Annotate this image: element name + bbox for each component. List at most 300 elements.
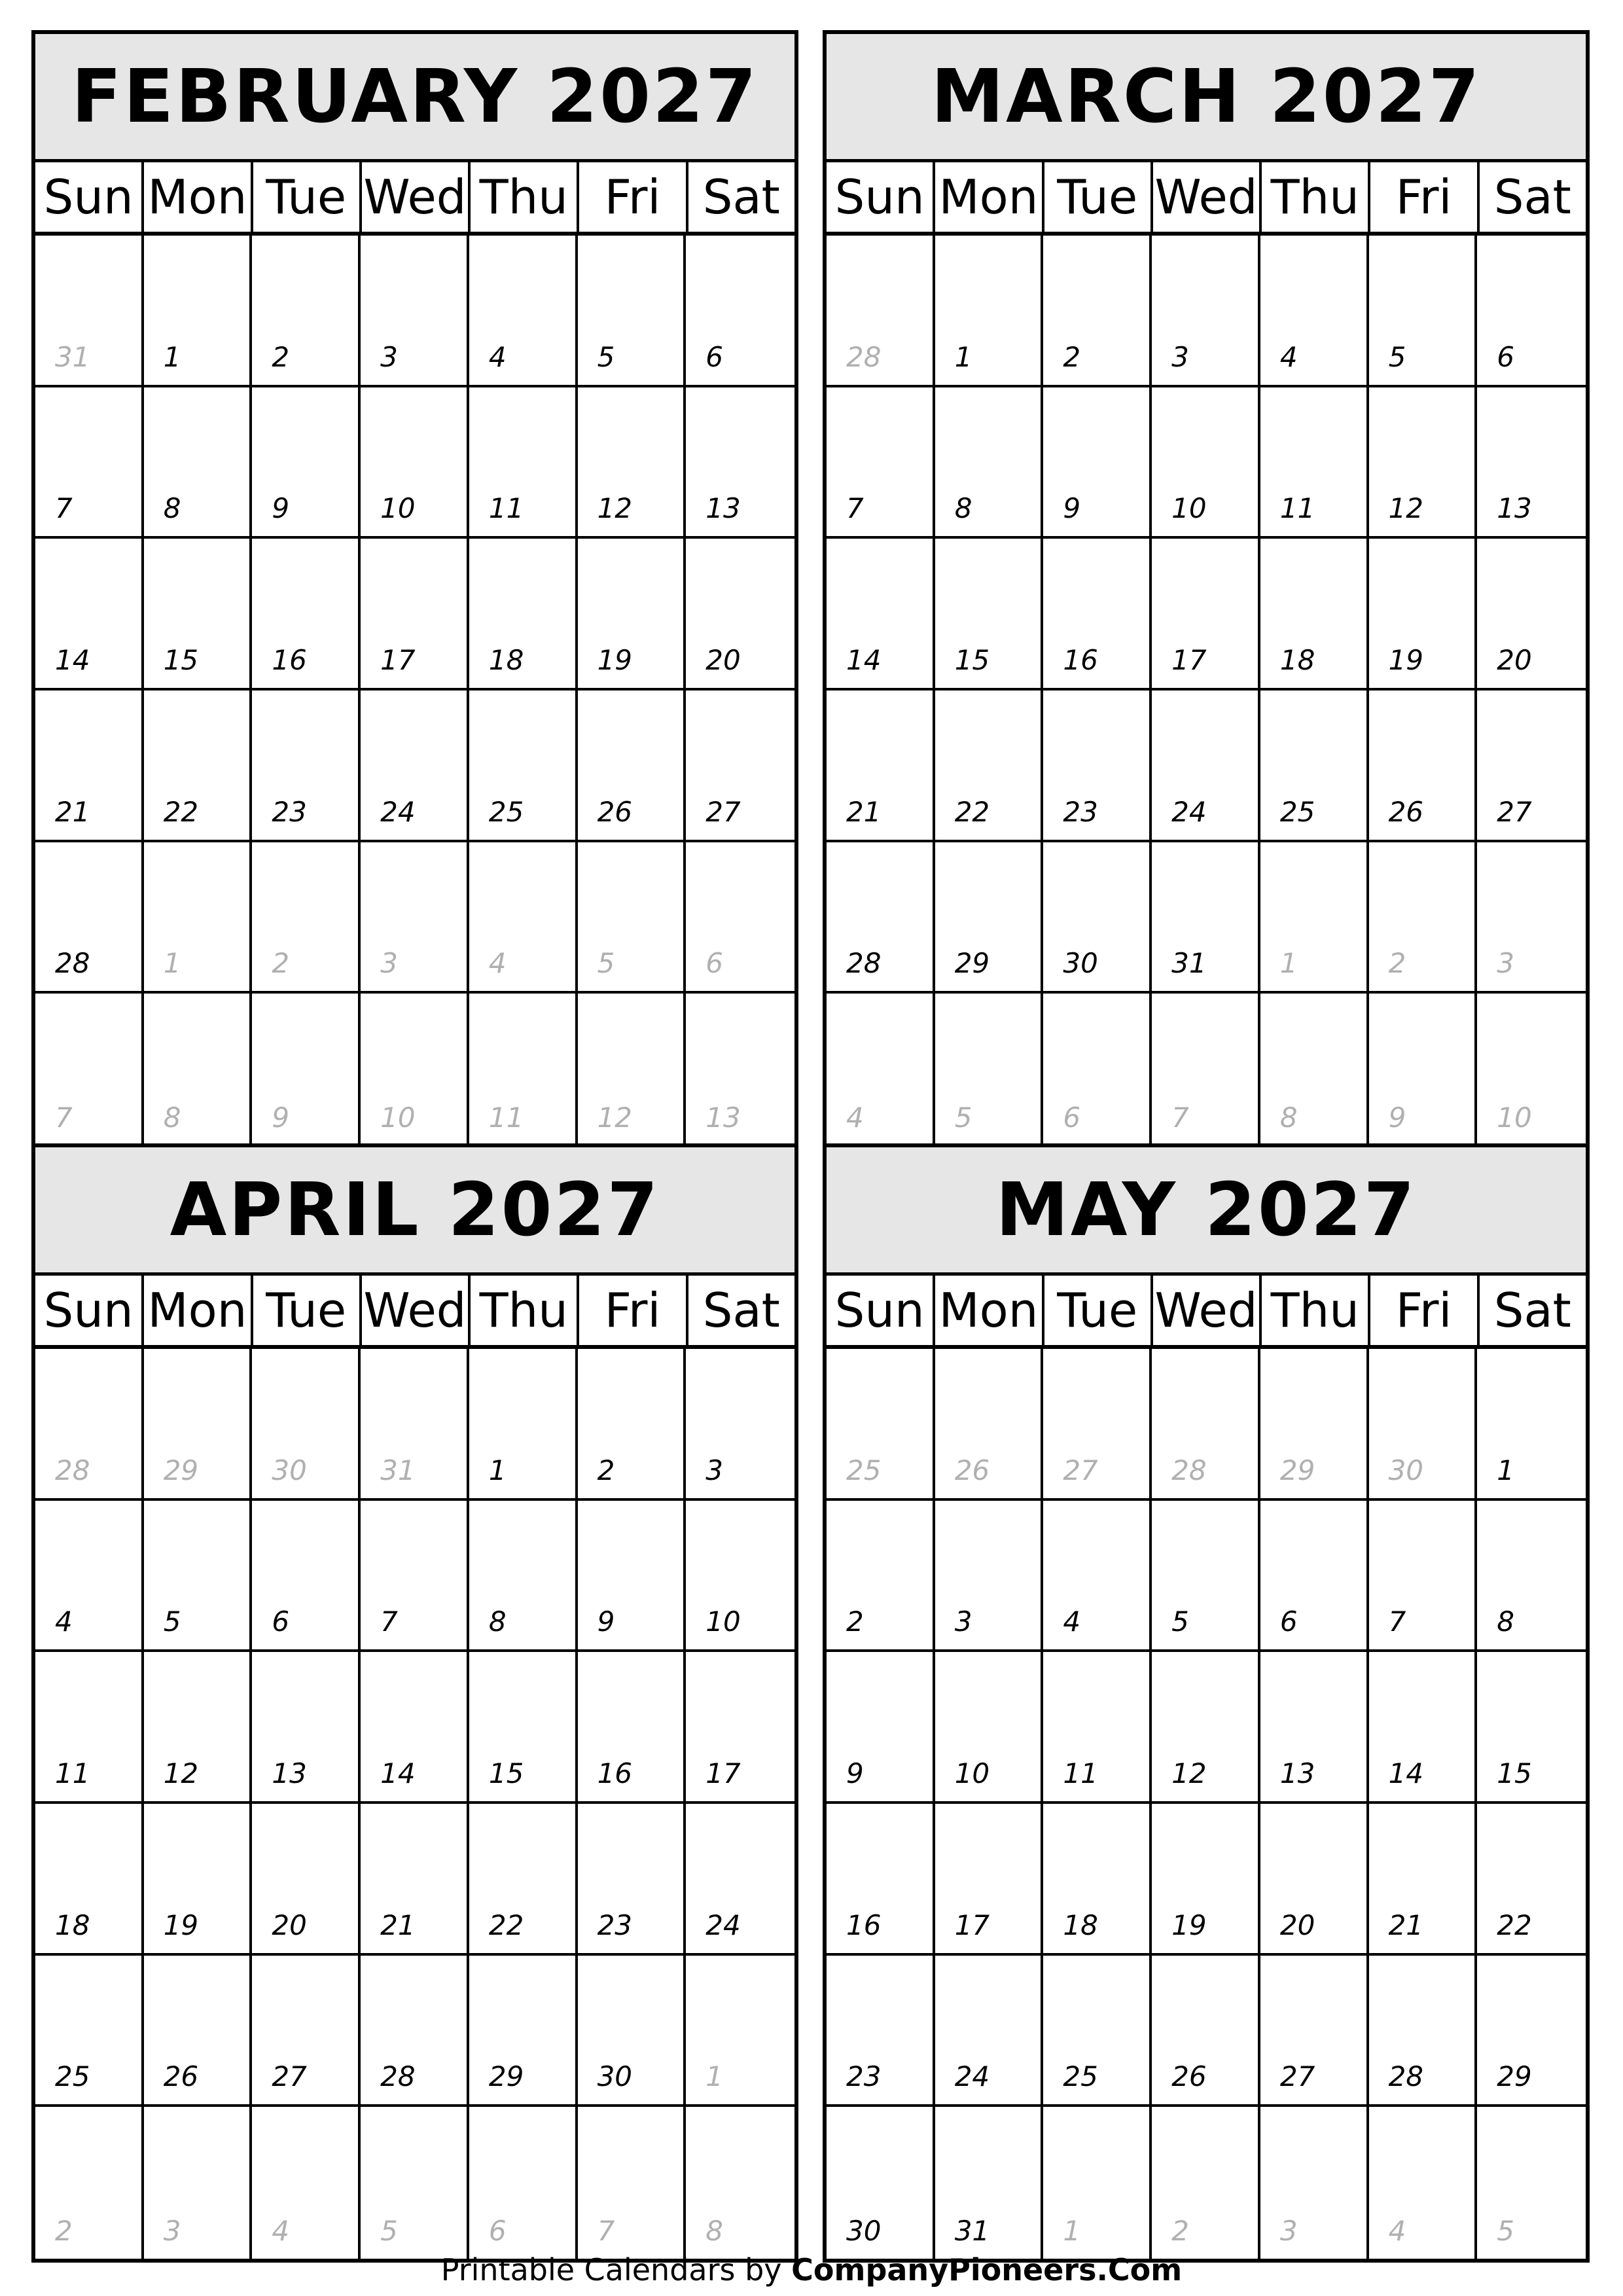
day-number: 22 bbox=[488, 1909, 524, 1941]
day-cell bbox=[1043, 1804, 1152, 1956]
adjacent-month-day-number: 6 bbox=[488, 2215, 507, 2247]
day-cell bbox=[1152, 1501, 1260, 1653]
day-cell bbox=[361, 691, 469, 842]
day-number: 4 bbox=[55, 1605, 73, 1638]
day-cell bbox=[361, 994, 469, 1145]
day-number: 6 bbox=[1279, 1605, 1298, 1638]
day-cell bbox=[1152, 1349, 1260, 1501]
adjacent-month-day-number: 4 bbox=[272, 2215, 290, 2247]
day-number: 31 bbox=[1171, 947, 1207, 980]
day-cell bbox=[1477, 691, 1586, 842]
weekday-label: Thu bbox=[1262, 1276, 1370, 1345]
day-cell bbox=[144, 691, 253, 842]
adjacent-month-day-number: 1 bbox=[163, 947, 181, 980]
adjacent-month-day-number: 26 bbox=[954, 1454, 990, 1486]
day-cell bbox=[1043, 539, 1152, 691]
day-cell bbox=[1260, 1956, 1369, 2108]
day-cell bbox=[144, 842, 253, 994]
weekday-label: Sun bbox=[827, 1276, 935, 1345]
day-number: 20 bbox=[1497, 644, 1532, 676]
footer-brand-link[interactable]: CompanyPioneers.Com bbox=[791, 2252, 1183, 2287]
day-number: 3 bbox=[705, 1454, 724, 1486]
day-cell bbox=[469, 387, 578, 539]
month-title: MARCH 2027 bbox=[827, 34, 1586, 162]
day-cell bbox=[144, 1804, 253, 1956]
day-cell bbox=[361, 236, 469, 387]
day-cell bbox=[361, 2107, 469, 2259]
day-cell bbox=[827, 1804, 935, 1956]
day-cell bbox=[469, 1501, 578, 1653]
day-number: 18 bbox=[1279, 644, 1315, 676]
day-number: 14 bbox=[55, 644, 90, 676]
day-cell bbox=[1477, 994, 1586, 1145]
day-number: 5 bbox=[1171, 1605, 1189, 1638]
day-cell bbox=[361, 1501, 469, 1653]
weekday-label: Mon bbox=[144, 162, 253, 232]
weekday-header-row bbox=[827, 162, 1586, 236]
adjacent-month-day-number: 5 bbox=[1497, 2215, 1515, 2247]
day-cell bbox=[1477, 387, 1586, 539]
day-number: 28 bbox=[846, 947, 882, 980]
weekday-label: Tue bbox=[1044, 1276, 1153, 1345]
adjacent-month-day-number: 2 bbox=[1171, 2215, 1189, 2247]
day-cell bbox=[935, 1956, 1044, 2108]
day-number: 3 bbox=[1171, 340, 1189, 373]
day-number: 19 bbox=[597, 644, 633, 676]
day-cell bbox=[35, 236, 144, 387]
day-number: 18 bbox=[55, 1909, 90, 1941]
day-number: 12 bbox=[597, 492, 633, 525]
day-cell bbox=[144, 1956, 253, 2108]
day-grid bbox=[827, 1349, 1586, 2259]
day-cell bbox=[578, 236, 687, 387]
adjacent-month-day-number: 3 bbox=[163, 2215, 181, 2247]
day-cell bbox=[144, 1501, 253, 1653]
day-number: 21 bbox=[1388, 1909, 1424, 1941]
day-number: 12 bbox=[1388, 492, 1424, 525]
day-number: 16 bbox=[597, 1757, 633, 1789]
day-number: 26 bbox=[1171, 2060, 1207, 2093]
weekday-label: Tue bbox=[253, 162, 362, 232]
day-cell bbox=[686, 236, 794, 387]
adjacent-month-day-number: 5 bbox=[954, 1102, 972, 1134]
day-cell bbox=[578, 387, 687, 539]
weekday-label: Fri bbox=[579, 162, 688, 232]
adjacent-month-day-number: 13 bbox=[705, 1102, 741, 1134]
day-number: 2 bbox=[846, 1605, 864, 1638]
day-cell bbox=[1477, 1501, 1586, 1653]
day-number: 2 bbox=[272, 340, 290, 373]
day-cell bbox=[469, 842, 578, 994]
day-number: 20 bbox=[1279, 1909, 1315, 1941]
day-number: 6 bbox=[705, 340, 724, 373]
day-number: 30 bbox=[846, 2215, 882, 2247]
day-number: 10 bbox=[954, 1757, 990, 1789]
day-cell bbox=[1477, 1652, 1586, 1804]
day-number: 5 bbox=[163, 1605, 181, 1638]
day-cell bbox=[144, 236, 253, 387]
adjacent-month-day-number: 4 bbox=[1388, 2215, 1406, 2247]
day-cell bbox=[1043, 387, 1152, 539]
day-cell bbox=[1043, 1652, 1152, 1804]
day-cell bbox=[35, 1501, 144, 1653]
day-cell bbox=[144, 994, 253, 1145]
day-cell bbox=[827, 1349, 935, 1501]
adjacent-month-day-number: 28 bbox=[846, 340, 882, 373]
weekday-label: Fri bbox=[1370, 1276, 1479, 1345]
day-number: 19 bbox=[163, 1909, 199, 1941]
day-cell bbox=[469, 1956, 578, 2108]
day-cell bbox=[1152, 691, 1260, 842]
month-calendar-february bbox=[31, 30, 798, 1149]
day-number: 2 bbox=[1063, 340, 1081, 373]
day-number: 12 bbox=[1171, 1757, 1207, 1789]
day-number: 13 bbox=[1279, 1757, 1315, 1789]
day-number: 14 bbox=[1388, 1757, 1424, 1789]
weekday-header-row bbox=[827, 1276, 1586, 1349]
day-cell bbox=[1152, 842, 1260, 994]
day-cell bbox=[827, 387, 935, 539]
day-number: 7 bbox=[846, 492, 864, 525]
day-number: 6 bbox=[272, 1605, 290, 1638]
day-number: 29 bbox=[488, 2060, 524, 2093]
weekday-label: Wed bbox=[1153, 162, 1262, 232]
adjacent-month-day-number: 31 bbox=[380, 1454, 416, 1486]
day-number: 4 bbox=[1063, 1605, 1081, 1638]
day-cell bbox=[1369, 842, 1478, 994]
adjacent-month-day-number: 1 bbox=[705, 2060, 724, 2093]
adjacent-month-day-number: 6 bbox=[705, 947, 724, 980]
day-cell bbox=[827, 2107, 935, 2259]
adjacent-month-day-number: 2 bbox=[55, 2215, 73, 2247]
day-number: 10 bbox=[705, 1605, 741, 1638]
day-cell bbox=[144, 1652, 253, 1804]
day-cell bbox=[1477, 1349, 1586, 1501]
day-cell bbox=[1369, 1349, 1478, 1501]
day-cell bbox=[1152, 387, 1260, 539]
day-number: 10 bbox=[1171, 492, 1207, 525]
day-cell bbox=[1152, 1804, 1260, 1956]
day-cell bbox=[361, 1804, 469, 1956]
day-cell bbox=[144, 539, 253, 691]
weekday-label: Sat bbox=[1493, 170, 1571, 224]
weekday-label: Thu bbox=[471, 162, 579, 232]
day-number: 13 bbox=[705, 492, 741, 525]
day-number: 16 bbox=[272, 644, 307, 676]
day-cell bbox=[1260, 1652, 1369, 1804]
day-cell bbox=[35, 387, 144, 539]
day-cell bbox=[935, 1652, 1044, 1804]
day-number: 23 bbox=[846, 2060, 882, 2093]
day-cell bbox=[686, 1804, 794, 1956]
day-cell bbox=[1369, 1501, 1478, 1653]
weekday-label: Sun bbox=[827, 162, 935, 232]
weekday-label: Sun bbox=[35, 162, 144, 232]
day-cell bbox=[35, 842, 144, 994]
day-number: 21 bbox=[380, 1909, 416, 1941]
day-number: 31 bbox=[954, 2215, 990, 2247]
weekday-label: Mon bbox=[935, 162, 1044, 232]
day-cell bbox=[35, 1652, 144, 1804]
day-cell bbox=[686, 1349, 794, 1501]
day-number: 22 bbox=[163, 795, 199, 828]
day-cell bbox=[469, 1349, 578, 1501]
day-cell bbox=[578, 2107, 687, 2259]
day-cell bbox=[578, 1501, 687, 1653]
day-cell bbox=[1260, 691, 1369, 842]
day-number: 22 bbox=[1497, 1909, 1532, 1941]
day-number: 5 bbox=[597, 340, 615, 373]
day-number: 20 bbox=[705, 644, 741, 676]
day-cell bbox=[252, 1804, 361, 1956]
day-number: 27 bbox=[705, 795, 741, 828]
adjacent-month-day-number: 1 bbox=[1279, 947, 1298, 980]
day-number: 19 bbox=[1388, 644, 1424, 676]
day-number: 18 bbox=[1063, 1909, 1098, 1941]
day-cell bbox=[578, 1652, 687, 1804]
day-cell bbox=[1369, 691, 1478, 842]
day-cell bbox=[686, 994, 794, 1145]
day-cell bbox=[1152, 539, 1260, 691]
day-cell bbox=[1260, 994, 1369, 1145]
day-cell bbox=[1043, 236, 1152, 387]
adjacent-month-day-number: 9 bbox=[272, 1102, 290, 1134]
day-cell bbox=[935, 842, 1044, 994]
day-number: 8 bbox=[488, 1605, 507, 1638]
day-cell bbox=[1152, 1956, 1260, 2108]
day-number: 30 bbox=[1063, 947, 1098, 980]
weekday-label: Thu bbox=[1262, 162, 1370, 232]
day-number: 2 bbox=[597, 1454, 615, 1486]
day-number: 28 bbox=[380, 2060, 416, 2093]
day-cell bbox=[935, 994, 1044, 1145]
day-grid bbox=[827, 236, 1586, 1145]
day-cell bbox=[1369, 539, 1478, 691]
adjacent-month-day-number: 29 bbox=[1279, 1454, 1315, 1486]
day-number: 25 bbox=[55, 2060, 90, 2093]
day-cell bbox=[578, 1956, 687, 2108]
day-cell bbox=[1043, 1501, 1152, 1653]
day-cell bbox=[469, 236, 578, 387]
day-cell bbox=[578, 691, 687, 842]
day-cell bbox=[1043, 1349, 1152, 1501]
adjacent-month-day-number: 30 bbox=[1388, 1454, 1424, 1486]
day-cell bbox=[935, 1349, 1044, 1501]
weekday-label: Sat bbox=[702, 170, 780, 224]
day-cell bbox=[1043, 1956, 1152, 2108]
day-cell bbox=[935, 1804, 1044, 1956]
adjacent-month-day-number: 31 bbox=[55, 340, 90, 373]
day-number: 29 bbox=[1497, 2060, 1532, 2093]
day-cell bbox=[252, 842, 361, 994]
weekday-label: Wed bbox=[362, 162, 471, 232]
day-cell bbox=[361, 1956, 469, 2108]
day-cell bbox=[361, 1349, 469, 1501]
day-cell bbox=[252, 691, 361, 842]
adjacent-month-day-number: 4 bbox=[488, 947, 507, 980]
day-number: 5 bbox=[1388, 340, 1406, 373]
adjacent-month-day-number: 25 bbox=[846, 1454, 882, 1486]
day-number: 17 bbox=[705, 1757, 741, 1789]
day-number: 8 bbox=[163, 492, 181, 525]
month-title: MAY 2027 bbox=[827, 1147, 1586, 1276]
day-number: 9 bbox=[597, 1605, 615, 1638]
day-cell bbox=[827, 691, 935, 842]
day-cell bbox=[1260, 1804, 1369, 1956]
month-title: APRIL 2027 bbox=[35, 1147, 794, 1276]
adjacent-month-day-number: 8 bbox=[1279, 1102, 1298, 1134]
adjacent-month-day-number: 3 bbox=[380, 947, 398, 980]
day-cell bbox=[469, 2107, 578, 2259]
day-cell bbox=[1043, 691, 1152, 842]
day-number: 9 bbox=[1063, 492, 1081, 525]
day-cell bbox=[35, 2107, 144, 2259]
day-cell bbox=[1152, 236, 1260, 387]
day-number: 15 bbox=[163, 644, 199, 676]
day-number: 21 bbox=[55, 795, 90, 828]
day-number: 23 bbox=[597, 1909, 633, 1941]
day-number: 19 bbox=[1171, 1909, 1207, 1941]
day-cell bbox=[686, 842, 794, 994]
month-calendar-may bbox=[823, 1143, 1590, 2263]
day-cell bbox=[827, 539, 935, 691]
adjacent-month-day-number: 4 bbox=[846, 1102, 864, 1134]
day-cell bbox=[35, 1804, 144, 1956]
day-cell bbox=[578, 994, 687, 1145]
day-cell bbox=[252, 1652, 361, 1804]
day-cell bbox=[469, 691, 578, 842]
adjacent-month-day-number: 1 bbox=[1063, 2215, 1081, 2247]
adjacent-month-day-number: 7 bbox=[1171, 1102, 1189, 1134]
day-number: 23 bbox=[272, 795, 307, 828]
day-number: 11 bbox=[55, 1757, 90, 1789]
day-number: 17 bbox=[1171, 644, 1207, 676]
day-cell bbox=[827, 994, 935, 1145]
weekday-label: Fri bbox=[579, 1276, 688, 1345]
day-number: 8 bbox=[954, 492, 972, 525]
day-cell bbox=[1477, 842, 1586, 994]
day-cell bbox=[252, 236, 361, 387]
day-cell bbox=[578, 1804, 687, 1956]
day-number: 23 bbox=[1063, 795, 1098, 828]
day-cell bbox=[1477, 236, 1586, 387]
day-cell bbox=[1260, 236, 1369, 387]
day-number: 6 bbox=[1497, 340, 1515, 373]
day-cell bbox=[361, 842, 469, 994]
day-number: 29 bbox=[954, 947, 990, 980]
day-number: 26 bbox=[1388, 795, 1424, 828]
day-number: 13 bbox=[1497, 492, 1532, 525]
day-number: 25 bbox=[1063, 2060, 1098, 2093]
adjacent-month-day-number: 9 bbox=[1388, 1102, 1406, 1134]
day-cell bbox=[1477, 1804, 1586, 1956]
day-cell bbox=[1260, 387, 1369, 539]
day-number: 17 bbox=[380, 644, 416, 676]
day-number: 4 bbox=[1279, 340, 1298, 373]
day-grid bbox=[35, 1349, 794, 2259]
day-cell bbox=[827, 1501, 935, 1653]
day-cell bbox=[686, 691, 794, 842]
adjacent-month-day-number: 27 bbox=[1063, 1454, 1098, 1486]
day-cell bbox=[686, 1652, 794, 1804]
day-cell bbox=[1260, 539, 1369, 691]
day-cell bbox=[1477, 1956, 1586, 2108]
day-cell bbox=[1477, 2107, 1586, 2259]
weekday-label: Mon bbox=[144, 1276, 253, 1345]
weekday-label: Tue bbox=[1044, 162, 1153, 232]
adjacent-month-day-number: 28 bbox=[55, 1454, 90, 1486]
day-number: 13 bbox=[272, 1757, 307, 1789]
weekday-label: Mon bbox=[935, 1276, 1044, 1345]
adjacent-month-day-number: 28 bbox=[1171, 1454, 1207, 1486]
adjacent-month-day-number: 2 bbox=[1388, 947, 1406, 980]
day-cell bbox=[578, 1349, 687, 1501]
weekday-header-row bbox=[35, 1276, 794, 1349]
weekday-label: Fri bbox=[1370, 162, 1479, 232]
day-cell bbox=[1152, 2107, 1260, 2259]
adjacent-month-day-number: 8 bbox=[705, 2215, 724, 2247]
day-cell bbox=[1369, 387, 1478, 539]
day-cell bbox=[35, 539, 144, 691]
day-number: 11 bbox=[488, 492, 524, 525]
day-cell bbox=[469, 1652, 578, 1804]
adjacent-month-day-number: 5 bbox=[597, 947, 615, 980]
day-number: 28 bbox=[55, 947, 90, 980]
day-number: 24 bbox=[380, 795, 416, 828]
day-cell bbox=[686, 539, 794, 691]
day-cell bbox=[35, 1956, 144, 2108]
day-grid bbox=[35, 236, 794, 1145]
day-cell bbox=[935, 691, 1044, 842]
day-cell bbox=[1369, 1652, 1478, 1804]
weekday-label: Sat bbox=[1493, 1283, 1571, 1338]
day-number: 16 bbox=[1063, 644, 1098, 676]
day-cell bbox=[935, 387, 1044, 539]
day-number: 15 bbox=[954, 644, 990, 676]
day-cell bbox=[1152, 994, 1260, 1145]
adjacent-month-day-number: 10 bbox=[1497, 1102, 1532, 1134]
adjacent-month-day-number: 7 bbox=[55, 1102, 73, 1134]
day-cell bbox=[1369, 1956, 1478, 2108]
day-cell bbox=[252, 1501, 361, 1653]
day-cell bbox=[1043, 994, 1152, 1145]
day-cell bbox=[252, 387, 361, 539]
adjacent-month-day-number: 6 bbox=[1063, 1102, 1081, 1134]
adjacent-month-day-number: 3 bbox=[1279, 2215, 1298, 2247]
day-number: 30 bbox=[597, 2060, 633, 2093]
day-cell bbox=[1369, 236, 1478, 387]
day-cell bbox=[935, 1501, 1044, 1653]
day-cell bbox=[144, 1349, 253, 1501]
day-cell bbox=[578, 539, 687, 691]
day-number: 20 bbox=[272, 1909, 307, 1941]
day-number: 4 bbox=[488, 340, 507, 373]
day-number: 11 bbox=[1279, 492, 1315, 525]
day-cell bbox=[1477, 539, 1586, 691]
day-cell bbox=[1369, 1804, 1478, 1956]
weekday-label: Sat bbox=[702, 1283, 780, 1338]
day-cell bbox=[578, 842, 687, 994]
day-cell bbox=[361, 387, 469, 539]
day-cell bbox=[935, 539, 1044, 691]
day-number: 27 bbox=[272, 2060, 307, 2093]
weekday-label: Sun bbox=[35, 1276, 144, 1345]
day-number: 8 bbox=[1497, 1605, 1515, 1638]
weekday-label: Tue bbox=[253, 1276, 362, 1345]
day-cell bbox=[935, 2107, 1044, 2259]
day-number: 26 bbox=[163, 2060, 199, 2093]
day-cell bbox=[1152, 1652, 1260, 1804]
